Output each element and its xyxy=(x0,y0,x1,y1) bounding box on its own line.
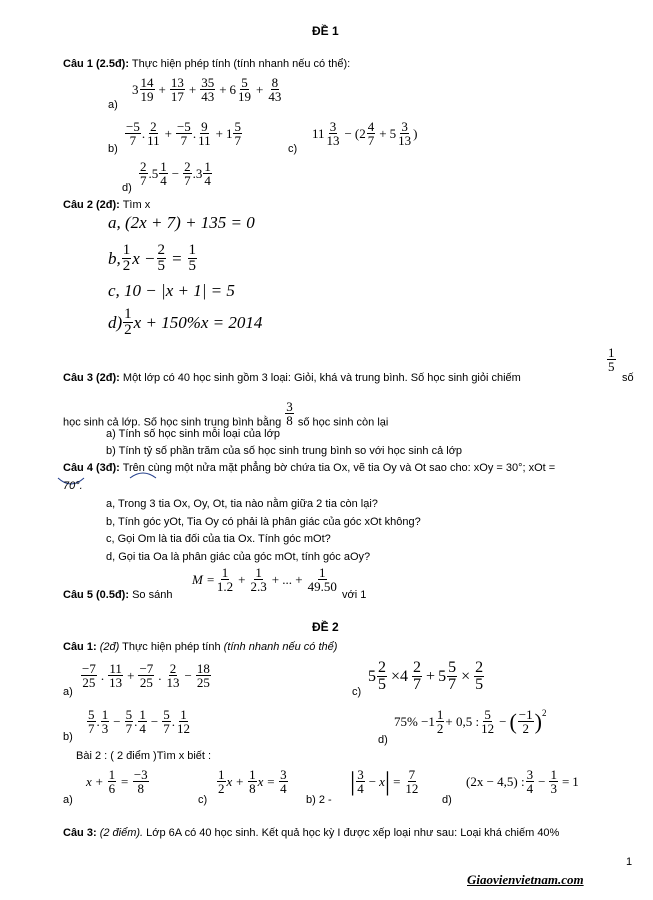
de1-cau1-b-label: b) xyxy=(108,143,118,155)
de2-bai2-b-label: b) 2 - xyxy=(306,794,332,806)
de2-cau1-b-label: b) xyxy=(63,731,73,743)
de1-cau1-a-label: a) xyxy=(108,99,118,111)
de1-cau5-label: Câu 5 (0.5đ): xyxy=(63,589,130,601)
de2-cau1-d-label: d) xyxy=(378,734,388,746)
de1-cau3-line1 xyxy=(63,372,521,384)
de2-cau1-heading xyxy=(63,641,337,653)
de2-bai2-c-label: c) xyxy=(198,794,208,806)
de2-cau1-a-expr: $\frac{-7}{25}$ . $\frac{11}{13}$ + $\frac{-7}{25}$ . $\frac{2}{13}$ − $\frac{18}{25}$ xyxy=(82,661,210,690)
de1-cau1-d-expr: $\frac{2}{7}$ .5 $\frac{1}{4}$ − $\frac{2}{7}$ .3 $\frac{1}{4}$ xyxy=(140,159,211,188)
de2-cau1-hint: (tính nhanh nếu có thể) xyxy=(223,641,338,653)
de1-cau4-qb: b, Tính góc yOt, Tia Oy có phải là phân giác của góc xOt không? xyxy=(106,516,421,528)
de1-cau4-qa: a, Trong 3 tia Ox, Oy, Ot, tia nào nằm giữa 2 tia còn lại? xyxy=(106,498,378,510)
de1-cau2-d-post: x + 150%x = 2014 xyxy=(133,312,263,332)
angle-arc-mark xyxy=(128,470,158,480)
de1-cau4-cont: 70°. xyxy=(63,480,83,492)
de1-cau2-c: c, 10 − |x + 1| = 5 xyxy=(108,281,235,300)
de1-cau3-label: Câu 3 (2đ): xyxy=(63,372,120,384)
de1-cau2-b-mid: x − xyxy=(132,248,156,268)
de2-cau1-b-expr: $\frac{5}{7}$ . $\frac{1}{3}$ − $\frac{5}{7}$ . $\frac{1}{4}$ − $\frac{5}{7}$ . $\frac{1}{12}$ xyxy=(88,707,190,736)
de1-cau4-qc: c, Gọi Om là tia đối của tia Ox. Tính góc mOt? xyxy=(106,533,331,545)
de2-cau1-d-mid: + 0,5 : xyxy=(445,713,480,729)
de1-cau3-so: số xyxy=(622,372,634,384)
de2-bai2-d-label: d) xyxy=(442,794,452,806)
de1-cau3-line2b: số học sinh còn lại xyxy=(297,416,389,429)
de1-cau1-b-expr: $\frac{-5}{7}$ . $\frac{2}{11}$ + $\frac{-5}{7}$ . $\frac{9}{11}$ + 1 $\frac{5}{7}$ xyxy=(126,119,241,148)
de2-cau1-label: Câu 1: xyxy=(63,641,97,653)
page-number: 1 xyxy=(626,856,633,868)
de1-cau3-qa: a) Tính số học sinh mỗi loại của lớp xyxy=(106,428,280,440)
de1-cau2-b: b, $\frac{1}{2}$ x − $\frac{2}{5}$ = $\frac{1}{5}$ xyxy=(108,242,197,274)
de2-cau3-label: Câu 3: xyxy=(63,827,97,839)
de1-cau3-line2a: học sinh cả lớp. Số học sinh trung bình bằng xyxy=(63,416,282,429)
de2-cau1-d-expr: 75% − 1 $\frac{1}{2}$ + 0,5 : $\frac{5}{12}$ − ( $\frac{-1}{2}$ ) $^2$ xyxy=(394,707,547,736)
de2-bai2-a-label: a) xyxy=(63,794,73,806)
de2-bai2-b-expr: | $\frac{3}{4}$ − x | = $\frac{7}{12}$ xyxy=(350,766,419,796)
de2-cau3-text: Lớp 6A có 40 học sinh. Kết quả học kỳ I được xếp loại như sau: Loại khá chiếm 40% xyxy=(146,827,560,839)
de1-cau3-line2: học sinh cả lớp. Số học sinh trung bình bằng $\frac{3}{8}$ số học sinh còn lại xyxy=(63,399,389,429)
de1-cau1-label: Câu 1 (2.5đ): xyxy=(63,58,130,70)
de1-cau4-label: Câu 4 (3đ): xyxy=(63,462,120,474)
de2-cau1-c-label: c) xyxy=(352,686,362,698)
de2-bai2-d-expr: (2x − 4,5) : $\frac{3}{4}$ − $\frac{1}{3}$ = 1 xyxy=(466,767,579,796)
de1-title: ĐỀ 1 xyxy=(312,24,339,38)
de1-cau3-qb: b) Tính tỷ số phần trăm của số học sinh trung bình so với học sinh cả lớp xyxy=(106,445,463,457)
de1-cau5-text: So sánh xyxy=(132,589,173,601)
de2-cau1-a-label: a) xyxy=(63,686,73,698)
de2-title: ĐỀ 2 xyxy=(312,620,339,634)
de1-cau2-d-pre: d) xyxy=(108,312,123,332)
de1-cau2-text: Tìm x xyxy=(122,199,151,211)
de2-cau1-c-expr: 5 $\frac{2}{5}$ ×4 $\frac{2}{7}$ + 5 $\frac{5}{7}$ × $\frac{2}{5}$ xyxy=(368,659,484,693)
de2-cau3-line xyxy=(63,827,559,839)
de1-cau4-qd: d, Gọi tia Oa là phân giác của góc mOt, tính góc aOy? xyxy=(106,551,371,563)
de2-cau1-text: Thực hiện phép tính xyxy=(122,641,221,653)
de1-cau3-frac1: $\frac{1}{5}$ xyxy=(608,345,615,374)
de1-cau4-text: Trên cùng một nửa mặt phẳng bờ chứa tia Ox, vẽ tia Oy và Ot sao cho: xOy = 30°; xOt = xyxy=(122,462,556,474)
de1-cau2-b-eq: = xyxy=(171,248,183,268)
de1-cau2-a: a, (2x + 7) + 135 = 0 xyxy=(108,213,255,232)
de1-cau1-c-label: c) xyxy=(288,143,298,155)
de1-cau5-with: với 1 xyxy=(342,589,367,601)
de1-cau1-d-label: d) xyxy=(122,182,132,194)
de1-cau1-a-expr: 3 $\frac{14}{19}$ + $\frac{13}{17}$ + $\frac{35}{43}$ + 6 $\frac{5}{19}$ + $\frac{8}{43}$ xyxy=(132,75,282,104)
de1-cau5-m: M = xyxy=(192,571,215,587)
de1-cau2-heading xyxy=(63,199,150,211)
de2-bai2-d-expr-text: (2x − 4,5) : xyxy=(466,773,525,789)
de2-cau1-points: (2đ) xyxy=(99,641,120,653)
de1-cau1-text: Thực hiện phép tính (tính nhanh nếu có thể): xyxy=(131,58,351,70)
de1-cau2-label: Câu 2 (2đ): xyxy=(63,199,120,211)
de1-cau2-d: d) $\frac{1}{2}$ x + 150%x = 2014 xyxy=(108,306,263,338)
site-link[interactable]: Giaovienvietnam.com xyxy=(467,872,584,887)
de1-cau5-expr: M = $\frac{1}{1.2}$ + $\frac{1}{2.3}$ + ... + $\frac{1}{49.50}$ xyxy=(192,565,337,594)
de1-cau1-heading xyxy=(63,58,350,70)
de1-cau5-heading xyxy=(63,589,172,601)
de1-cau5-dots: + ... + xyxy=(271,571,303,587)
de1-cau3-text: Một lớp có 40 học sinh gồm 3 loại: Giỏi, khá và trung bình. Số học sinh giỏi chiếm xyxy=(122,372,521,384)
de1-cau2-b-pre: b, xyxy=(108,248,121,268)
de2-cau3-points: (2 điểm). xyxy=(99,827,144,839)
de2-cau1-d-pct: 75% − xyxy=(394,713,429,729)
de2-bai2-c-expr: $\frac{1}{2}$ x + $\frac{1}{8}$ x = $\frac{3}{4}$ xyxy=(218,767,287,796)
de2-bai2-label: Bài 2 : ( 2 điểm )Tìm x biết : xyxy=(76,750,212,762)
de2-bai2-a-expr: x + $\frac{1}{6}$ = $\frac{-3}{8}$ xyxy=(86,767,148,796)
de1-cau1-c-expr: 11 $\frac{3}{13}$ − (2 $\frac{4}{7}$ + 5 $\frac{3}{13}$ ) xyxy=(312,119,418,148)
